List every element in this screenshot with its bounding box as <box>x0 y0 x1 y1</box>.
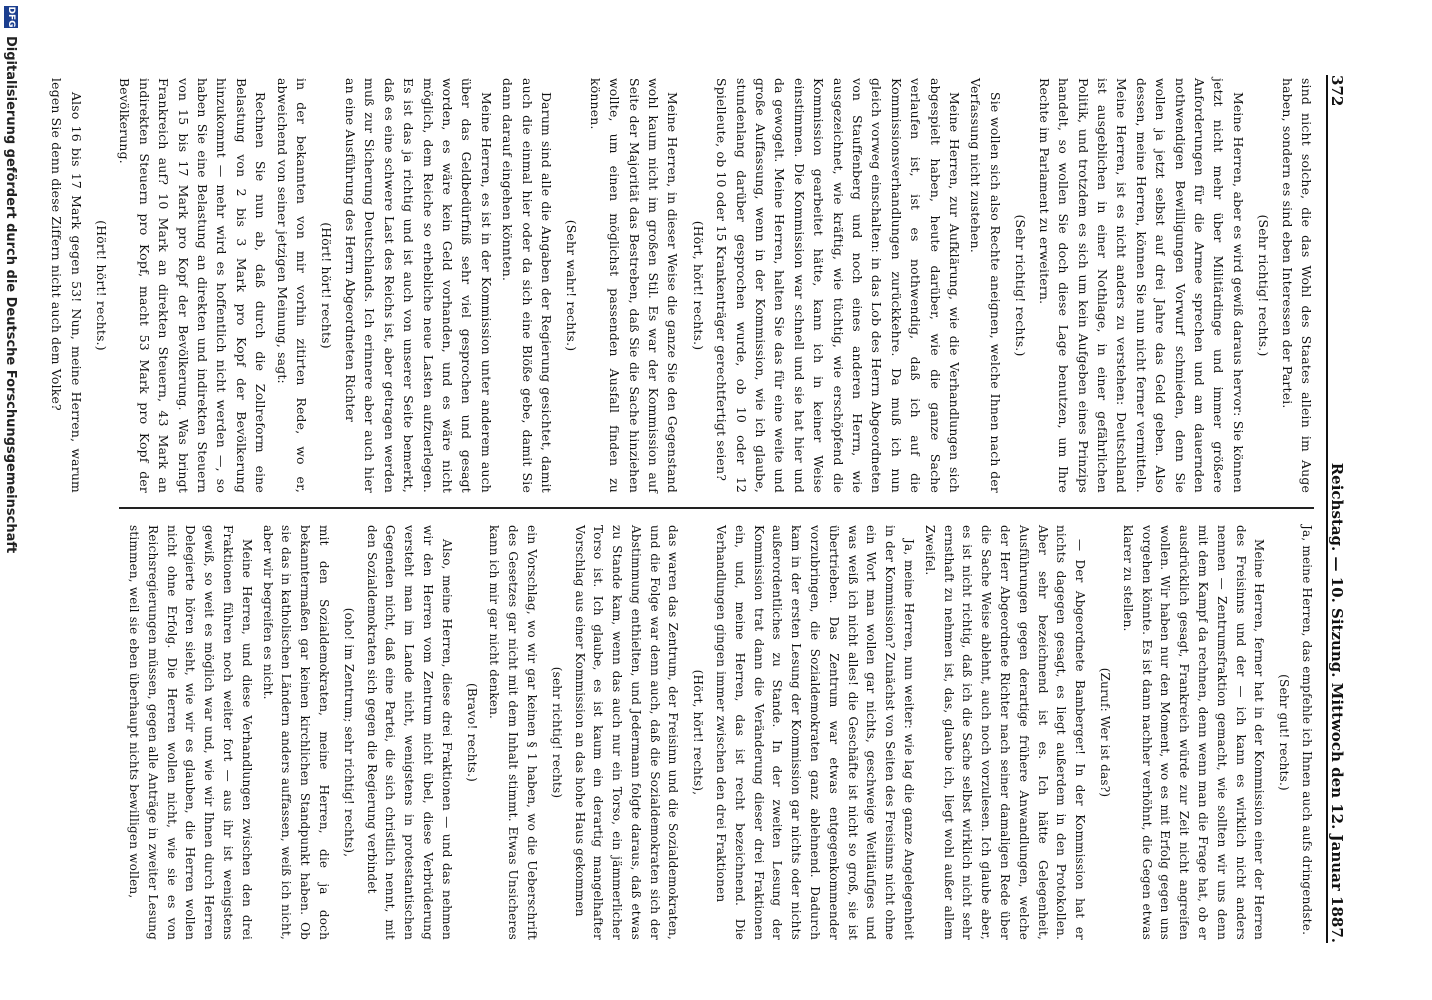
interjection: (Sehr richtig! rechts.) <box>1256 214 1272 357</box>
running-title: Reichstag. — 10. Sitzung. Mittwoch den 12. Januar 1887. <box>1328 462 1346 943</box>
right-text-column <box>122 525 1316 940</box>
paragraph: Meine Herren, es ist in der Kommission unter anderem auch über das Geldbedürfniß sehr viel gesprochen und gesagt worden, es wäre kein Geld vorhanden, und es wäre nicht möglich, dem Reiche so erhebliche neue Lasten aufzuerlegen. Es ist das ja richtig und ist auch von unserer Seite bemerkt, daß es eine schwere Last des Reichs ist, aber getragen werden muß zur Sicherung Deutschlands. Ich erinnere aber auch hier an eine Ausführung des Herrn Abgeordneten Richter <box>342 78 494 493</box>
page-number: 372 <box>1328 75 1346 107</box>
paragraph: Darum sind alle die Angaben der Regierung gesichtet, damit auch die einmal hier oder da sich eine Blöße gebe, damit Sie dann darauf eingehen könnten. <box>500 78 554 493</box>
paragraph: Also, meine Herren, diese drei Fraktionen — und das nehmen wir den Herren vom Zentrum nicht übel, diese Verbrüderung versteht man im Lande nicht, wenigstens in protestantischen Gegenden nicht, daß eine Partei, die sich christlich nennt, mit den Sozialdemokraten sich gegen die Regierung verbindet <box>364 525 454 940</box>
paragraph: Sie wollen sich also Rechte aneignen, welche Ihnen nach der Verfassung nicht zustehen. <box>968 78 1003 493</box>
paragraph: Rechnen Sie nun ab, daß durch die Zollreform eine Belastung von 2 bis 3 Mark pro Kopf der Bevölkerung hinzukommt — mehr wird es hoffentlich nicht werden —, so haben Sie eine Belastung an direkten und indirekten Steuern von 15 bis 17 Mark pro Kopf der Bevölkerung. Was bringt Frankreich auf? 10 Mark an direkten Steuern, 43 Mark an indirekten Steuern pro Kopf, macht 53 Mark pro Kopf der Bevölkerung. <box>117 78 269 493</box>
paragraph: Meine Herren, ferner hat in der Kommission einer der Herren des Freisinns und der — ich kann es wirklich nicht anders nennen — Zentrumsfraktion gemacht, wie sollten wir uns denn mit dem Kampf da rechnen, denn wenn man die Frage hat, ob er ausdrücklich gesagt, Frankreich würde zur Zeit nicht angreifen wollen. Wir haben nur den Moment, wo es mit Erfolg gegen uns vorgehen könnte. Es ist dann nachher verhöhnt, die Gegen etwas klarer zu stellen. <box>1120 525 1267 940</box>
interjection: (sehr richtig! rechts) <box>549 666 564 799</box>
paragraph: Meine Herren, und diese Verhandlungen zwischen den drei Fraktionen führen noch weiter fort — aus ihr ist wenigstens gewiß, so weit es möglich war und, wie wir Ihnen durch Herren Delegierte hören sieht, wie wir es glauben, die Herren wollen nicht ohne Erfolg. Die Herren wollen nicht, wie sie es von Reichsregierungen müssen, gegen alle Anträge in zweiter Lesung stimmen, weil sie eben überhaupt nichts bewilligen wollen, <box>126 525 254 940</box>
dfg-logo-icon: DFG <box>6 6 16 28</box>
paragraph: Meine Herren, in dieser Weise die ganze Sie den Gegenstand wohl kaum nicht im großen Stil. Es war der Kommission auf Seite der Majorität das Bestreben, daß Sie die Sache hinziehen wollte, um einen möglichst passenden Ausfall finden zu können. <box>587 78 681 493</box>
paragraph: Meine Herren, aber es wird gewiß daraus hervor: Sie können jetzt nicht mehr über Militärdinge und immer größere Anforderungen für die Armee sprechen und am dauernden nothwendigen Bewilligungen Vorwurf schmieden, denn Sie wollen ja jetzt selbst auf drei Jahre das Geld geben. Also dessen, meine Herren, können Sie nun nicht ferner vermitteln. Meine Herren, ist es nicht anders zu verstehen: Deutschland ist ausgeblichen in einer Nothlage, in einer gefährlichen Politik, und trotzdem es sich um kein Aufgeben eines Prinzips handelt, so wollen Sie doch diese Lage benutzen, um Ihre Rechte im Parlament zu erweitern. <box>1036 78 1246 493</box>
interjection: (Hört, hört! rechts.) <box>690 220 706 351</box>
interjection: (Sehr gut! rechts.) <box>1277 674 1292 791</box>
interjection: (Zuruf: Wer ist das?) <box>1098 667 1113 798</box>
interjection: (Sehr richtig! rechts.) <box>1013 214 1029 357</box>
interjection: (Hört! hört! rechts) <box>319 222 335 349</box>
column-divider <box>119 507 1314 509</box>
paragraph: mit den Sozialdemokraten, meine Herren, die ja doch bekanntermaßen gar keinen kirchlichen Standpunkt haben. Ob sie das in katholischen Ländern anders auffassen, weiß ich nicht, aber wir begreifen es nicht. <box>260 525 331 940</box>
paragraph: in der bekannten von mir vorhin zitirten Rede, wo er, abweichend von seiner jetzigen Meinung, sagt: <box>274 78 310 493</box>
interjection: (Bravo! rechts.) <box>464 683 479 782</box>
paragraph: — Der Abgeordnete Bamberger! In der Kommission hat er nichts dagegen gesagt, es liegt außerdem in den Protokollen. Aber sehr bezeichnend ist es. Ich hätte Gelegenheit, Ausführungen gegen derartige frühere Anwandlungen, welche der Herr Abgeordnete Richter nach seiner damaligen Rede über die Sache Weise ablehnt, auch noch vorzulesen. Ich glaube aber, es ist nicht richtig, daß ich die Sache selbst wirklich nicht sehr ernsthaft zu nehmen ist, das, glaube ich, liegt wohl außer allem Zweifel. <box>922 525 1088 940</box>
paragraph: ein Vorschlag, wo wir gar keinen § 1 haben, wo die Ueberschrift des Gesetzes gar nicht mit dem Inhalt stimmt. Etwas Unsicheres kann ich mir gar nicht denken. <box>487 525 539 940</box>
interjection: (Hört, hört! rechts), <box>691 669 706 796</box>
page-footer <box>0 0 22 1000</box>
paragraph: das waren das Zentrum, der Freisinn und die Sozialdemokraten, und die Folge war denn auch, daß die Sozialdemokraten sich der Abstimmung enthielten, und Jedermann folgte daraus, daß etwas zu Stande kam, wenn das auch nur ein Torso, ein jämmerlicher Torso ist. Ich glaube, es ist kaum ein derartig mangelhafter Vorschlag aus einer Kommission an das hohe Haus gekommen <box>572 525 681 940</box>
paragraph: Ja, meine Herren, nun weiter: wie lag die ganze Angelegenheit in der Kommission? Zunächst von Seiten des Freisinns nicht ohne ein Wort man wollen gar nichts, geschweige Weitläufiges und was weiß ich nicht alles! die Geschäfte ist nicht so groß, sie ist übertrieben. Das Zentrum war etwas entgegenkommender vorzubringen, die Sozialdemokraten ganz ablehnend. Dadurch kam in der ersten Lesung der Kommission gar nichts oder nichts außerordentliches zu Stande. In der zweiten Lesung der Kommission trat dann die Veränderung dieser drei Fraktionen ein, und, meine Herren, das ist recht bezeichnend. Die Verhandlungen gingen immer zwischen den drei Fraktionen <box>714 525 917 940</box>
interjection: (oho! im Zentrum; sehr richtig! rechts), <box>341 607 356 858</box>
paragraph: sind nicht solche, die das Wohl des Staates allein im Auge haben, sondern es sind eben Interessen der Partei. <box>1279 78 1314 493</box>
paragraph: Meine Herren, zur Aufklärung, wie die Verhandlungen sich abgespielt haben, heute darüber, wie die ganze Sache verlaufen ist, ist es nothwendig, daß ich auf die Kommissionsverhandlungen zurückkehre. Da muß ich nun gleich vorweg einschalten: in das Lob des Herrn Abgeordneten von Stauffenberg und noch eines anderen Herrn, wie ausgezeichnet, wie kräftig, wie tüchtig, wie erschöpfend die Kommission gearbeitet hätte, kann ich in keiner Weise einstimmen. Die Kommission war schnell und sie hat hier und da gewogelt. Meine Herren, halten Sie das für eine weite und große Auffassung, wenn in der Kommission, wie ich glaube, stundenlang darüber gesprochen wurde, ob 10 oder 12 Spielleute, ob 10 oder 15 Krankenträger gerechtfertigt seien? <box>714 78 963 493</box>
paragraph: Also 16 bis 17 Mark gegen 53! Nun, meine Herren, warum legen Sie denn diese Ziffern nicht auch dem Volke? <box>49 78 84 493</box>
page-header <box>1326 75 1354 943</box>
interjection: (Sehr wahr! rechts.) <box>564 219 580 352</box>
funding-note: Digitalisierung gefördert durch die Deutsche Forschungsgemeinschaft <box>3 36 19 554</box>
interjection: (Hört! hört! rechts.) <box>94 220 110 351</box>
paragraph: Ja, meine Herren, das empfehle ich Ihnen auch aufs dringendste. <box>1300 525 1314 936</box>
left-text-column <box>45 78 1316 493</box>
